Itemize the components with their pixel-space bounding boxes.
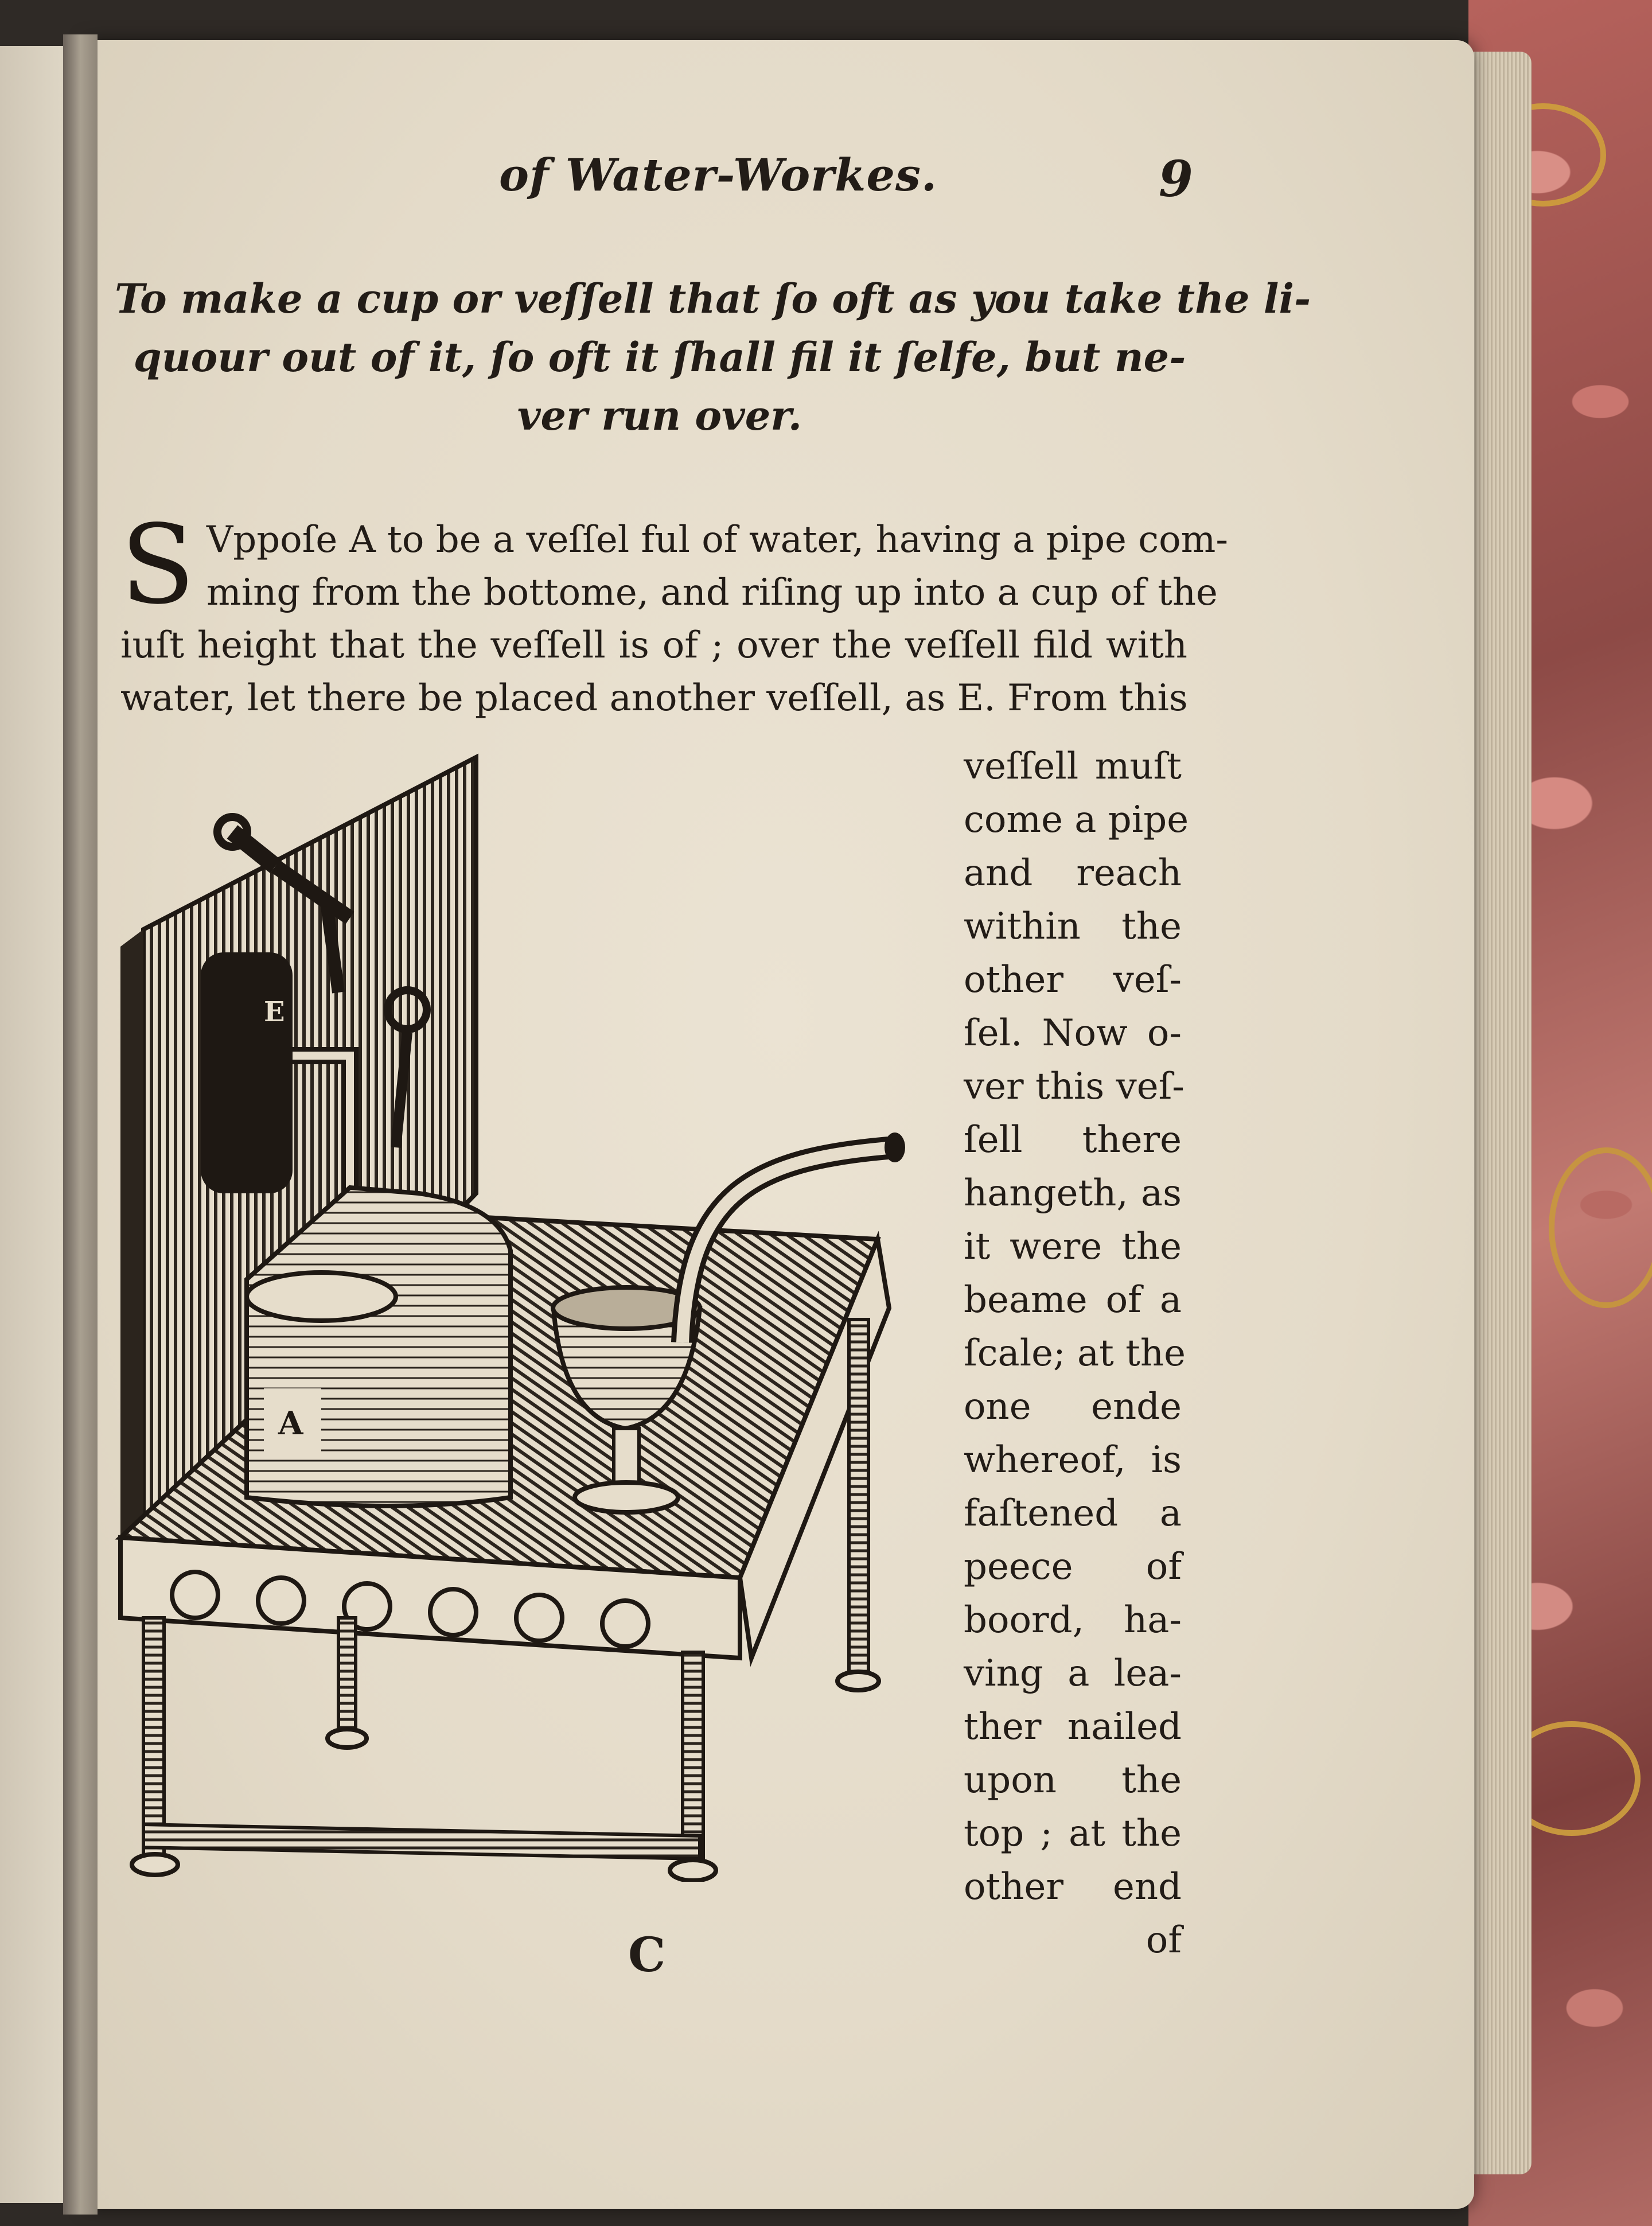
body-column-line: ther nailed <box>964 1706 1182 1748</box>
woodcut-illustration <box>109 746 958 1882</box>
body-column-line: within the <box>964 905 1182 948</box>
title-line: To make a cup or veſſell that ſo oft as you take the li- <box>115 275 1311 322</box>
body-column-line: ver this veſ- <box>964 1065 1185 1108</box>
body-column-line: of <box>1146 1919 1182 1962</box>
drop-cap: S <box>120 501 196 628</box>
body-paragraph <box>120 501 1228 725</box>
body-column-line: come a pipe <box>964 799 1189 841</box>
body-line: ming from the bottome, and riſing up into a cup of the <box>206 571 1218 614</box>
body-column-line: one ende <box>964 1386 1182 1428</box>
body-column <box>964 740 1189 1967</box>
body-column-line: whereof, is <box>964 1439 1182 1481</box>
body-column-line: ſell there <box>964 1119 1182 1161</box>
body-column-line: ving a lea- <box>964 1652 1182 1695</box>
running-head: of Water-Workes. <box>499 149 938 201</box>
body-column-line: beame of a <box>964 1279 1182 1321</box>
section-title <box>115 270 1311 445</box>
body-column-line: other veſ- <box>964 959 1182 1001</box>
body-column-line: it were the <box>964 1225 1182 1268</box>
body-column-line: upon the <box>964 1759 1182 1801</box>
body-column-line: boord, ha- <box>964 1599 1182 1641</box>
body-column-line: hangeth, as <box>964 1172 1182 1215</box>
body-column-line: ſcale; at the <box>964 1332 1186 1375</box>
title-line: ver run over. <box>517 392 802 439</box>
book-gutter <box>63 34 98 2215</box>
signature-mark: C <box>628 1928 666 1983</box>
figure-label-e: E <box>264 996 285 1028</box>
body-line: iuſt height that the veſſell is of ; over the veſſell fild with <box>120 624 1187 667</box>
body-column-line: ſel. Now o- <box>964 1012 1182 1054</box>
body-column-line: peece of <box>964 1546 1182 1588</box>
body-column-line: veſſell muſt <box>964 745 1182 788</box>
page-number: 9 <box>1159 150 1193 208</box>
body-column-line: top ; at the <box>964 1812 1182 1855</box>
body-column-line: faſtened a <box>964 1492 1182 1535</box>
title-line: quour out of it, ſo oft it ſhall fil it ſelfe, but ne- <box>133 333 1186 381</box>
body-line: Vppoſe A to be a veſſel ful of water, having a pipe com- <box>206 519 1228 561</box>
page-fore-edge <box>1468 52 1532 2174</box>
figure-label-a: A <box>278 1404 303 1442</box>
body-column-line: and reach <box>964 852 1182 894</box>
body-column-line: other end <box>964 1866 1182 1908</box>
body-line: water, let there be placed another veſſell, as E. From this <box>120 677 1188 719</box>
